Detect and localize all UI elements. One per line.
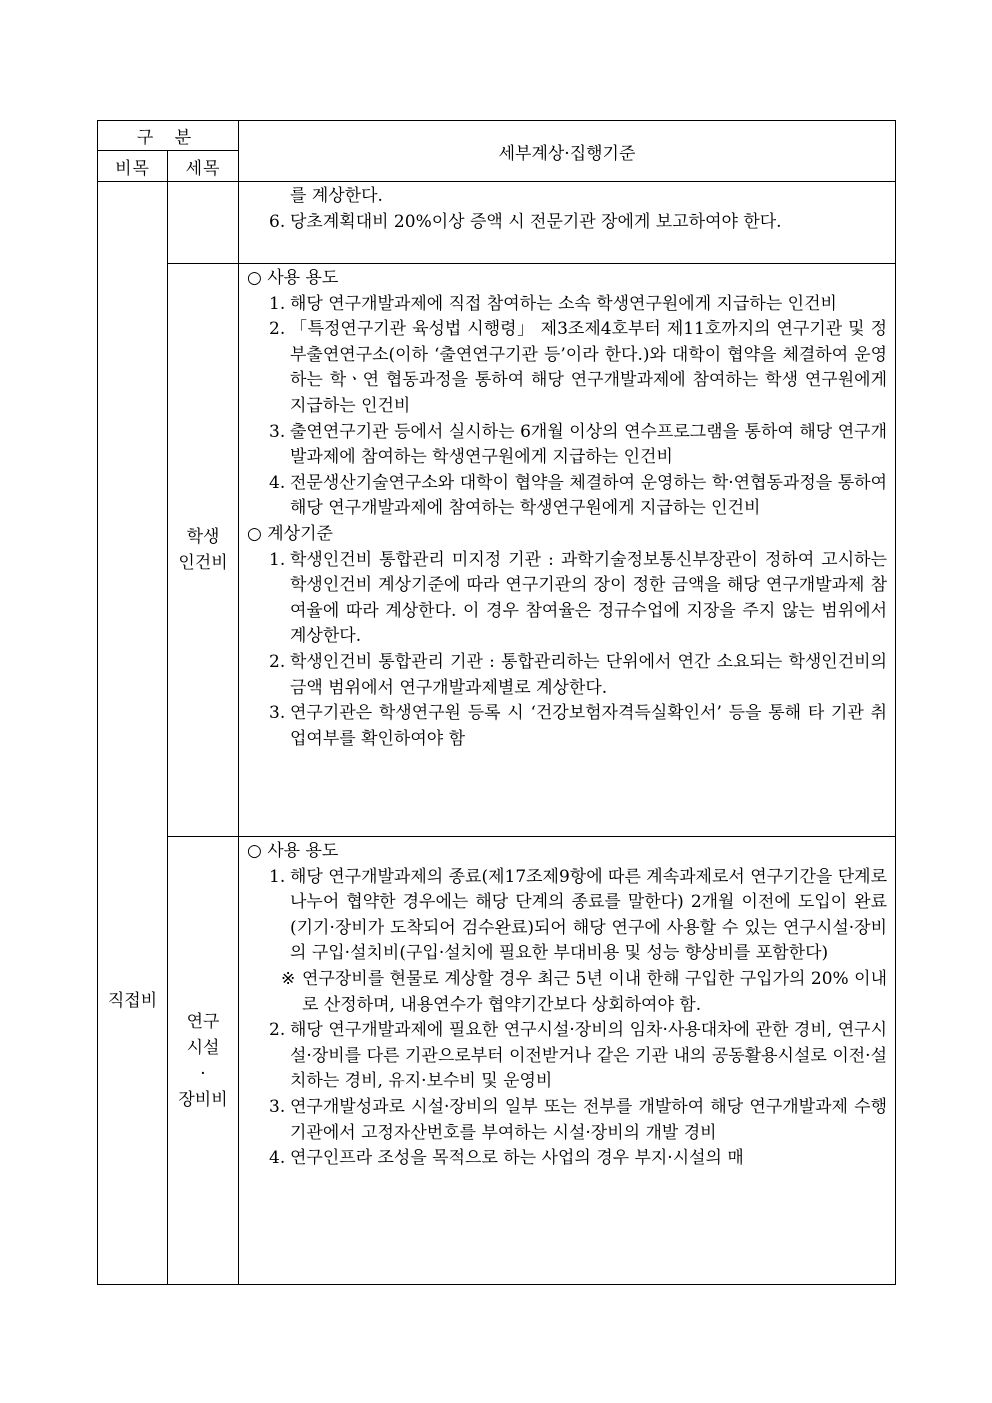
row3-content [239,837,896,1285]
semok-equipment [168,837,239,1285]
list-item: 3. 연구개발성과로 시설·장비의 일부 또는 전부를 개발하여 해당 연구개발과제 수행기관에서 고정자산번호를 부여하는 시설·장비의 개발 경비 [269,1096,887,1143]
list-item: 1. 해당 연구개발과제에 직접 참여하는 소속 학생연구원에게 지급하는 인건비 [269,293,837,314]
list-item: 4. 연구인프라 조성을 목적으로 하는 사업의 경우 부지·시설의 매 [269,1148,744,1169]
bimok-label: 직접비 [107,991,158,1011]
section-title: ○ 계상기준 [247,523,333,544]
list-item: 1. 학생인건비 통합관리 미지정 기관 : 과학기술정보통신부장관이 정하여 고시하는 학생인건비 계상기준에 따라 연구기관의 장이 정한 금액을 해당 연구개발과제 참여율에 따라 계상한다. 이 경우 참여율은 정규수업에 지장을 주지 않는 범위에서 계상한다. [269,549,887,647]
header-bimok: 비목 [98,151,168,182]
header-criteria: 세부계상·집행기준 [239,121,896,182]
list-item: 2. 「특정연구기관 육성법 시행령」 제3조제4호부터 제11호까지의 연구기관 및 정부출연연구소(이하 ‘출연연구기관 등’이라 한다.)와 대학이 협약을 체결하여 운영하는 학ㆍ연 협동과정을 통하여 해당 연구개발과제에 참여하는 학생 연구원에게 지급하는 인건비 [269,319,887,416]
list-item: 3. 연구기관은 학생연구원 등록 시 ‘건강보험자격득실확인서’ 등을 통해 타 기관 취업여부를 확인하여야 함 [269,703,887,749]
list-item: 를 계상한다. [290,186,383,206]
semok-cell-empty [168,182,239,264]
section-title: ○ 사용 용도 [247,268,339,288]
bimok-cell [98,182,168,1285]
list-item: 6. 당초계획대비 20%이상 증액 시 전문기관 장에게 보고하여야 한다. [269,211,782,232]
semok-label: 학생 인건비 [178,527,228,573]
header-category: 구 분 [98,121,239,151]
list-item: 4. 전문생산기술연구소와 대학이 협약을 체결하여 운영하는 학·연협동과정을 통하여 해당 연구개발과제에 참여하는 학생연구원에게 지급하는 인건비 [269,472,887,519]
semok-student-labor [168,264,239,837]
list-item: 2. 학생인건비 통합관리 기관 : 통합관리하는 단위에서 연간 소요되는 학생인건비의 금액 범위에서 연구개발과제별로 계상한다. [269,651,887,698]
list-item: 2. 해당 연구개발과제에 필요한 연구시설·장비의 임차·사용대차에 관한 경비, 연구시설·장비를 다른 기관으로부터 이전받거나 같은 기관 내의 공동활용시설로 이전·설치하는 경비, 유지·보수비 및 운영비 [269,1020,887,1092]
list-item: 3. 출연연구기관 등에서 실시하는 6개월 이상의 연수프로그램을 통하여 해당 연구개발과제에 참여하는 학생연구원에게 지급하는 인건비 [269,421,887,468]
criteria-table [97,120,896,1285]
list-item: 1. 해당 연구개발과제의 종료(제17조제9항에 따른 계속과제로서 연구기간을 단계로 나누어 협약한 경우에는 해당 단계의 종료를 말한다) 2개월 이전에 도입이 완료(기기·장비가 도착되어 검수완료)되어 해당 연구에 사용할 수 있는 연구시설·장비의 구입·설치비(구입·설치에 필요한 부대비용 및 성능 향상비를 포함한다) [269,866,888,964]
header-semok: 세목 [168,151,239,182]
semok-label: 연구 시설 · 장비비 [178,1011,228,1110]
row1-content [239,182,896,264]
note-item: ※ 연구장비를 현물로 계상할 경우 최근 5년 이내 한해 구입한 구입가의 20% 이내로 산정하며, 내용연수가 협약기간보다 상회하여야 함. [281,968,887,1015]
section-title: ○ 사용 용도 [247,841,339,861]
row2-content [239,264,896,837]
